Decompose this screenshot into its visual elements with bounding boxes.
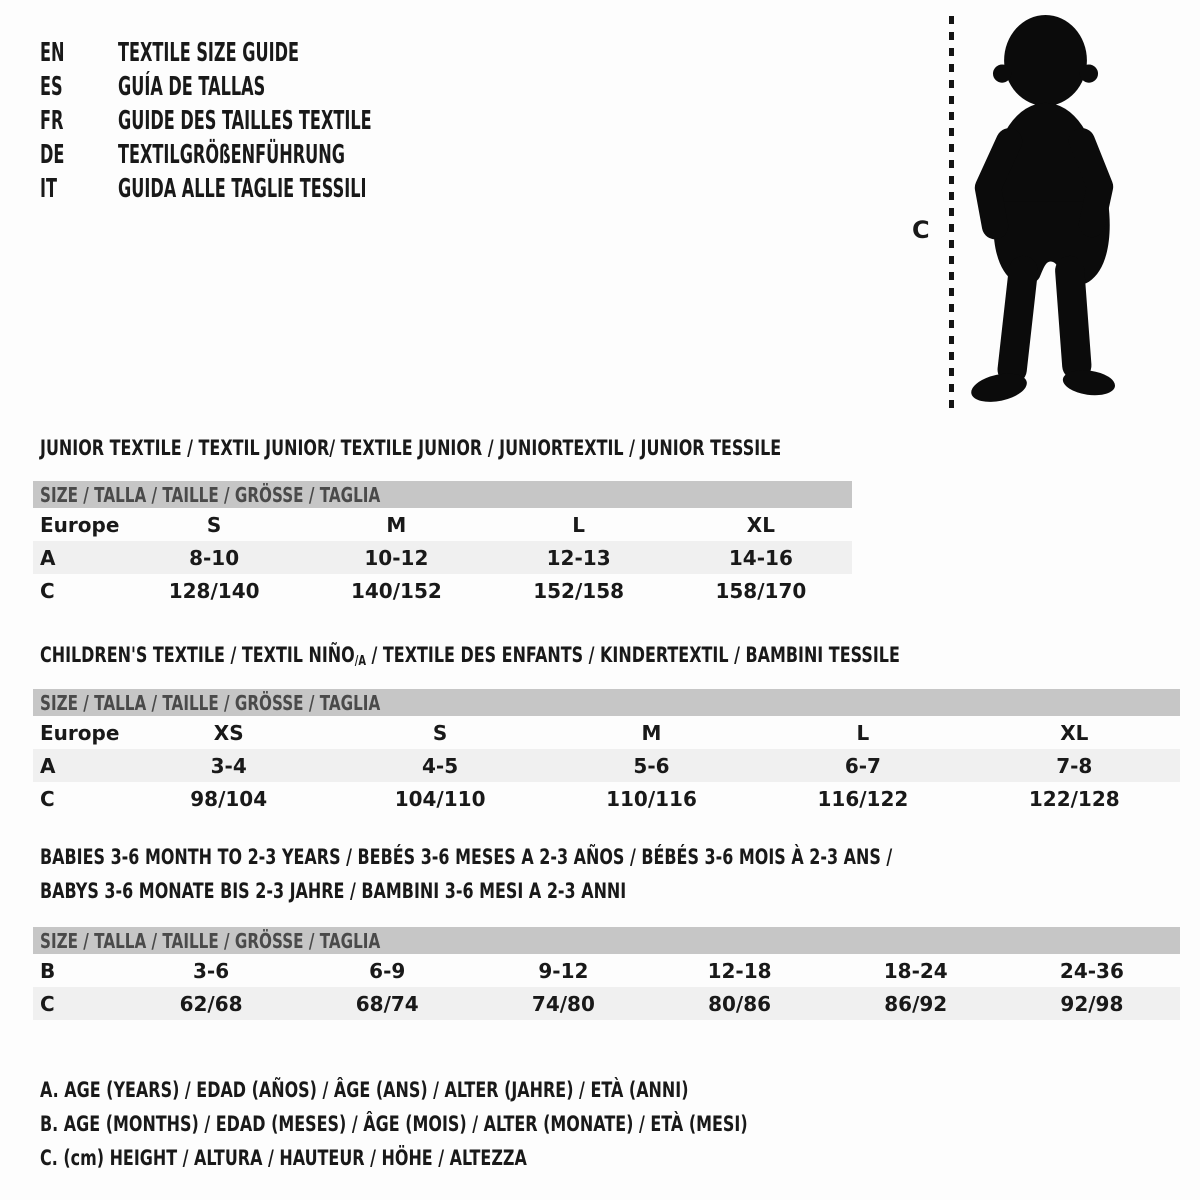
column-header: S <box>206 512 222 537</box>
table-cell: 128/140 <box>168 578 260 603</box>
language-title: GUIDE DES TAILLES TEXTILE <box>118 106 372 136</box>
language-row-es <box>40 70 527 104</box>
children-title-subscript: /A <box>354 654 366 669</box>
size-header-label: SIZE / TALLA / TAILLE / GRÖSSE / TAGLIA <box>40 482 381 507</box>
column-header: L <box>856 720 870 745</box>
table-cell: 62/68 <box>179 991 243 1016</box>
children-title-part2: / TEXTILE DES ENFANTS / KINDERTEXTIL / BAMBINI TESSILE <box>365 643 900 667</box>
junior-size-table <box>33 481 852 607</box>
table-cell: 12-13 <box>546 545 611 570</box>
row-label: A <box>40 545 56 570</box>
column-header: XS <box>213 720 244 745</box>
table-cell: 68/74 <box>355 991 419 1016</box>
table-cell: 158/170 <box>715 578 807 603</box>
table-cell: 110/116 <box>606 786 697 811</box>
language-code: FR <box>40 106 64 136</box>
babies-section-title-line1: BABIES 3-6 MONTH TO 2-3 YEARS / BEBÉS 3-6 MESES A 2-3 AÑOS / BÉBÉS 3-6 MOIS À 2-3 ANS / <box>40 845 893 869</box>
children-size-table <box>33 689 1180 815</box>
column-header: XL <box>746 512 775 537</box>
table-cell: 86/92 <box>884 991 948 1016</box>
language-code: IT <box>40 174 58 204</box>
table-row-height <box>33 987 1180 1020</box>
language-row-fr <box>40 104 527 138</box>
table-cell: 24-36 <box>1059 958 1124 983</box>
row-label: Europe <box>40 512 120 537</box>
table-cell: 10-12 <box>364 545 429 570</box>
row-label: A <box>40 753 56 778</box>
size-table-header-bar <box>33 689 1180 716</box>
language-code: EN <box>40 38 65 68</box>
table-cell: 9-12 <box>538 958 589 983</box>
table-row-age <box>33 541 852 574</box>
height-measure-label: C <box>912 216 930 244</box>
language-code: ES <box>40 72 63 102</box>
table-row-months <box>33 954 1180 987</box>
table-cell: 104/110 <box>394 786 486 811</box>
column-header: L <box>572 512 585 537</box>
size-table-header-bar <box>33 927 1180 954</box>
table-cell: 18-24 <box>883 958 948 983</box>
table-cell: 3-4 <box>210 753 247 778</box>
column-header: XL <box>1060 720 1089 745</box>
table-cell: 14-16 <box>728 545 793 570</box>
table-cell: 12-18 <box>707 958 772 983</box>
table-cell: 3-6 <box>193 958 230 983</box>
size-header-label: SIZE / TALLA / TAILLE / GRÖSSE / TAGLIA <box>40 690 381 715</box>
table-row-columns <box>33 716 1180 749</box>
language-title: TEXTILE SIZE GUIDE <box>118 38 299 68</box>
table-cell: 140/152 <box>350 578 442 603</box>
toddler-silhouette-icon <box>952 10 1138 414</box>
table-cell: 8-10 <box>189 545 240 570</box>
row-label: B <box>40 958 56 983</box>
language-code: DE <box>40 140 65 170</box>
table-row-age <box>33 749 1180 782</box>
legend-line-height-cm: C. (cm) HEIGHT / ALTURA / HAUTEUR / HÖHE / ALTEZZA <box>40 1146 527 1170</box>
table-cell: 5-6 <box>633 753 670 778</box>
column-header: M <box>386 512 407 537</box>
row-label: C <box>40 578 55 603</box>
babies-section-title-line2: BABYS 3-6 MONATE BIS 2-3 JAHRE / BAMBINI 3-6 MESI A 2-3 ANNI <box>40 879 627 903</box>
row-label: C <box>40 991 55 1016</box>
language-row-en <box>40 36 527 70</box>
table-row-columns <box>33 508 852 541</box>
table-cell: 152/158 <box>533 578 625 603</box>
language-title: GUIDA ALLE TAGLIE TESSILI <box>118 174 367 204</box>
table-row-height <box>33 782 1180 815</box>
size-header-label: SIZE / TALLA / TAILLE / GRÖSSE / TAGLIA <box>40 928 381 953</box>
children-title-part1: CHILDREN'S TEXTILE / TEXTIL NIÑO <box>40 643 355 667</box>
babies-size-table <box>33 927 1180 1020</box>
table-cell: 6-7 <box>844 753 881 778</box>
children-section-title <box>40 643 1171 671</box>
language-title-list <box>40 36 527 206</box>
table-cell: 7-8 <box>1056 753 1093 778</box>
table-cell: 74/80 <box>531 991 595 1016</box>
language-row-de <box>40 138 527 172</box>
table-cell: 80/86 <box>708 991 772 1016</box>
column-header: M <box>641 720 662 745</box>
table-cell: 98/104 <box>190 786 268 811</box>
table-cell: 6-9 <box>369 958 406 983</box>
language-title: GUÍA DE TALLAS <box>118 72 266 102</box>
table-cell: 4-5 <box>422 753 459 778</box>
size-table-header-bar <box>33 481 852 508</box>
table-cell: 92/98 <box>1060 991 1124 1016</box>
legend-line-age-years: A. AGE (YEARS) / EDAD (AÑOS) / ÂGE (ANS) / ALTER (JAHRE) / ETÀ (ANNI) <box>40 1078 689 1102</box>
table-cell: 122/128 <box>1028 786 1120 811</box>
legend-line-age-months: B. AGE (MONTHS) / EDAD (MESES) / ÂGE (MOIS) / ALTER (MONATE) / ETÀ (MESI) <box>40 1112 748 1136</box>
language-title: TEXTILGRÖßENFÜHRUNG <box>118 140 345 170</box>
row-label: C <box>40 786 55 811</box>
column-header: S <box>432 720 448 745</box>
language-row-it <box>40 172 527 206</box>
table-cell: 116/122 <box>817 786 909 811</box>
table-row-height <box>33 574 852 607</box>
row-label: Europe <box>40 720 120 745</box>
junior-section-title: JUNIOR TEXTILE / TEXTIL JUNIOR/ TEXTILE JUNIOR / JUNIORTEXTIL / JUNIOR TESSILE <box>40 436 782 460</box>
